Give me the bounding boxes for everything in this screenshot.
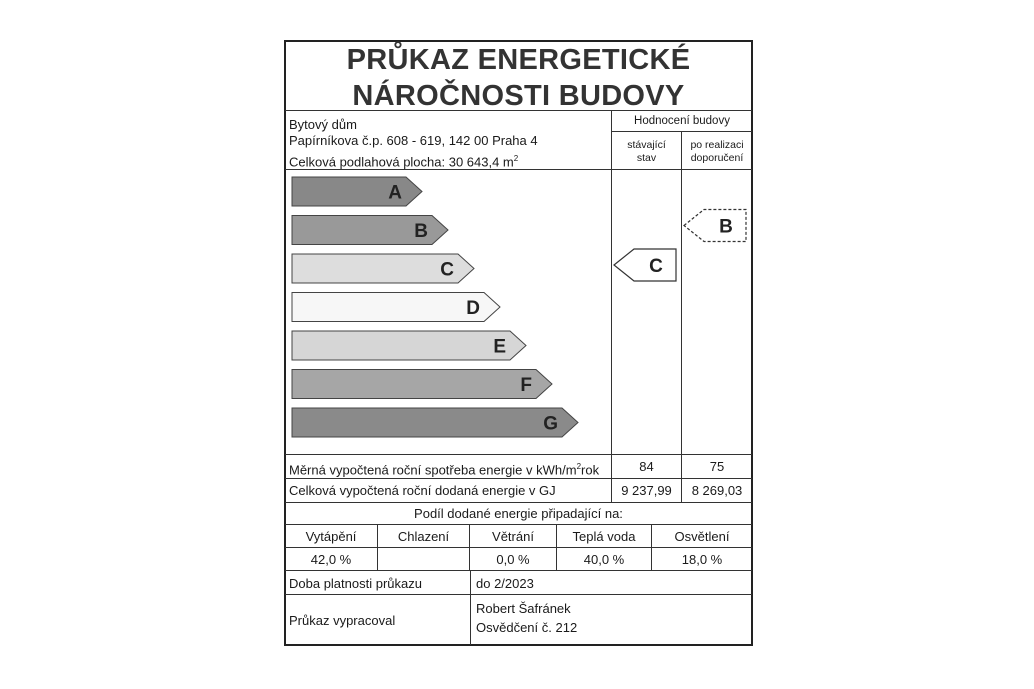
total-after-value: 8 269,03 xyxy=(691,483,743,498)
current-header-line-2: stav xyxy=(636,152,657,164)
share-value-ventilation: 0,0 % xyxy=(496,552,530,567)
specific-label-end: rok xyxy=(581,462,600,478)
energy-class-label-f: F xyxy=(520,375,532,396)
title-line-1: PRŮKAZ ENERGETICKÉ xyxy=(346,44,691,76)
share-heading-lighting: Osvětlení xyxy=(674,529,730,544)
specific-label-sup: 2 xyxy=(576,462,582,471)
after-class-marker xyxy=(684,210,746,242)
floor-area-sup: 2 xyxy=(513,154,519,163)
share-heading-ventilation: Větrání xyxy=(492,529,534,544)
floor-area-label: Celková podlahová plocha: 30 643,4 m xyxy=(289,154,514,170)
specific-after-value: 75 xyxy=(709,459,725,474)
total-current-value: 9 237,99 xyxy=(621,483,672,498)
energy-class-label-d: D xyxy=(466,298,480,319)
current-header-line-1: stávající xyxy=(627,139,666,151)
share-heading-cooling: Chlazení xyxy=(397,529,450,544)
energy-class-arrow-g xyxy=(292,408,578,437)
title-line-2: NÁROČNOSTI BUDOVY xyxy=(352,80,685,112)
energy-class-label-a: A xyxy=(388,182,402,204)
after-class-marker-label: B xyxy=(719,216,733,238)
author-label: Průkaz vypracoval xyxy=(289,613,396,628)
specific-label-main: Měrná vypočtená roční spotřeba energie v kWh/m xyxy=(289,462,577,478)
author-name: Robert Šafránek xyxy=(476,601,571,616)
share-value-lighting: 18,0 % xyxy=(681,552,723,567)
energy-class-label-b: B xyxy=(414,221,428,242)
energy-class-arrow-e xyxy=(292,331,526,360)
energy-class-arrow-a xyxy=(292,177,422,206)
validity-value: do 2/2023 xyxy=(476,576,534,591)
share-value-hot-water: 40,0 % xyxy=(583,552,625,567)
total-energy-label: Celková vypočtená roční dodaná energie v GJ xyxy=(289,483,556,498)
author-certificate: Osvědčení č. 212 xyxy=(476,620,578,635)
share-header: Podíl dodané energie připadající na: xyxy=(414,506,623,521)
specific-current-value: 84 xyxy=(639,459,654,474)
specific-consumption-label xyxy=(289,459,599,478)
building-type: Bytový dům xyxy=(289,117,357,132)
share-value-heating: 42,0 % xyxy=(310,552,352,567)
energy-class-label-g: G xyxy=(543,413,558,435)
validity-label: Doba platnosti průkazu xyxy=(289,576,422,591)
share-heading-hot-water: Teplá voda xyxy=(572,529,636,544)
energy-class-arrow-f xyxy=(292,370,552,399)
building-address: Papírníkova č.p. 608 - 619, 142 00 Praha 4 xyxy=(289,133,538,148)
energy-class-label-c: C xyxy=(440,259,454,281)
after-header-line-2: doporučení xyxy=(690,152,744,164)
rating-header: Hodnocení budovy xyxy=(634,115,730,127)
energy-class-label-e: E xyxy=(493,336,506,358)
current-class-marker-label: C xyxy=(649,256,663,277)
current-class-marker xyxy=(614,249,676,281)
after-header-line-1: po realizaci xyxy=(690,139,744,151)
share-heading-heating: Vytápění xyxy=(305,529,357,544)
